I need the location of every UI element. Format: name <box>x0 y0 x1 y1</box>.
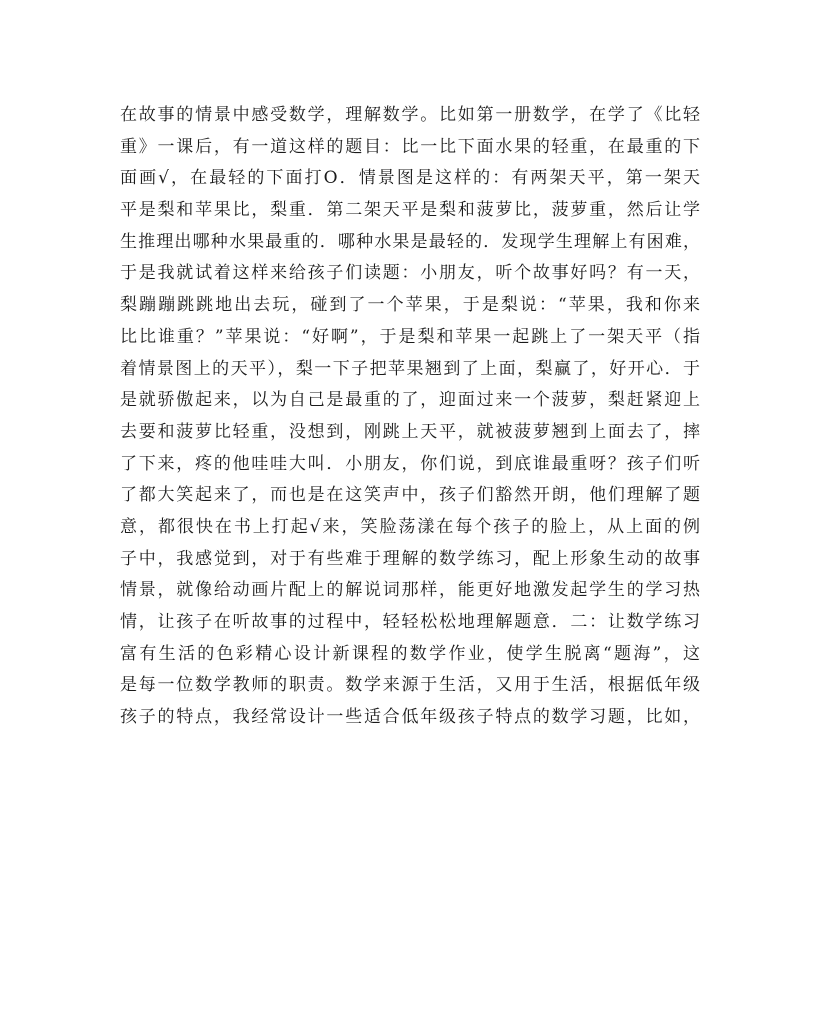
text-line: 是就骄傲起来，以为自己是最重的了，迎面过来一个菠萝，梨赶紧迎上 <box>120 390 700 411</box>
text-line: 面画√，在最轻的下面打O．情景图是这样的：有两架天平，第一架天 <box>120 168 700 189</box>
text-line: 孩子的特点，我经常设计一些适合低年级孩子特点的数学习题，比如， <box>120 707 700 728</box>
text-line: 在故事的情景中感受数学，理解数学。比如第一册数学，在学了《比轻 <box>120 105 700 125</box>
text-line: 情景，就像给动画片配上的解说词那样，能更好地激发起学生的学习热 <box>120 580 700 601</box>
text-line: 富有生活的色彩精心设计新课程的数学作业，使学生脱离“题海”，这 <box>120 643 700 664</box>
text-line: 生推理出哪种水果最重的．哪种水果是最轻的．发现学生理解上有困难， <box>120 231 700 252</box>
text-line: 是每一位数学教师的职责。数学来源于生活，又用于生活，根据低年级 <box>120 675 700 696</box>
text-line: 意，都很快在书上打起√来，笑脸荡漾在每个孩子的脸上，从上面的例 <box>120 516 700 537</box>
text-line: 子中，我感觉到，对于有些难于理解的数学练习，配上形象生动的故事 <box>120 548 700 569</box>
text-line: 了都大笑起来了，而也是在这笑声中，孩子们豁然开朗，他们理解了题 <box>120 485 700 506</box>
text-line: 重》一课后，有一道这样的题目：比一比下面水果的轻重，在最重的下 <box>120 136 700 157</box>
body-text <box>120 100 700 734</box>
text-line: 比比谁重？”苹果说：“好啊”，于是梨和苹果一起跳上了一架天平（指 <box>120 326 700 347</box>
text-line: 于是我就试着这样来给孩子们读题：小朋友，听个故事好吗？有一天， <box>120 263 700 284</box>
text-line: 去要和菠萝比轻重，没想到，刚跳上天平，就被菠萝翘到上面去了，摔 <box>120 421 700 442</box>
text-line: 了下来，疼的他哇哇大叫．小朋友，你们说，到底谁最重呀？孩子们听 <box>120 453 700 474</box>
text-line: 梨蹦蹦跳跳地出去玩，碰到了一个苹果，于是梨说：“苹果，我和你来 <box>120 295 700 316</box>
text-line: 平是梨和苹果比，梨重．第二架天平是梨和菠萝比，菠萝重，然后让学 <box>120 200 700 221</box>
text-line: 情，让孩子在听故事的过程中，轻轻松松地理解题意．二：让数学练习 <box>120 612 700 632</box>
text-line: 着情景图上的天平），梨一下子把苹果翘到了上面，梨赢了，好开心．于 <box>120 358 700 379</box>
